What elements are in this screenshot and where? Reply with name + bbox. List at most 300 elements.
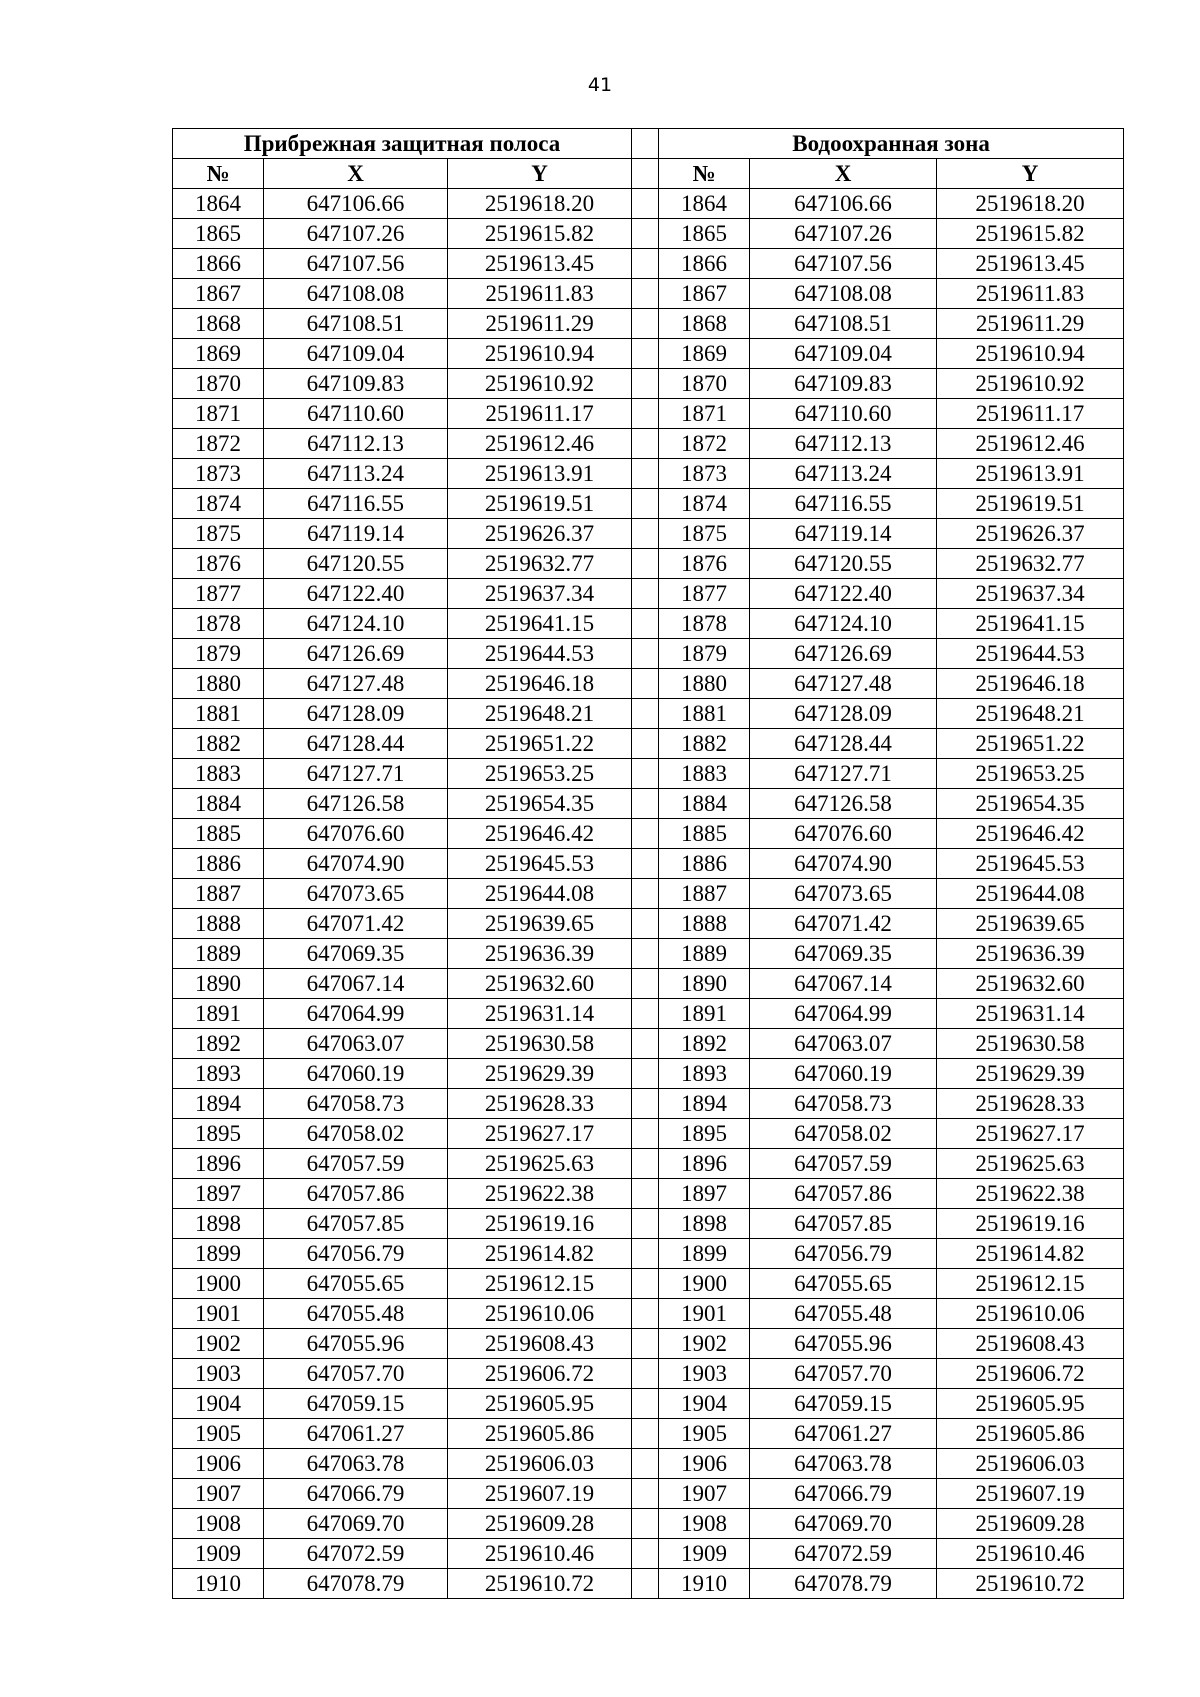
left-x-cell: 647109.83 — [264, 369, 448, 399]
left-number-cell: 1899 — [173, 1239, 264, 1269]
left-number-cell: 1894 — [173, 1089, 264, 1119]
right-x-cell: 647067.14 — [750, 969, 937, 999]
right-number-cell: 1880 — [659, 669, 750, 699]
column-gap — [632, 1059, 659, 1089]
right-y-cell: 2519625.63 — [937, 1149, 1124, 1179]
right-y-cell: 2519639.65 — [937, 909, 1124, 939]
left-x-cell: 647110.60 — [264, 399, 448, 429]
left-y-cell: 2519651.22 — [448, 729, 632, 759]
section-title-row — [173, 129, 1124, 159]
right-y-cell: 2519605.95 — [937, 1389, 1124, 1419]
right-number-cell: 1902 — [659, 1329, 750, 1359]
left-x-cell: 647113.24 — [264, 459, 448, 489]
right-y-cell: 2519628.33 — [937, 1089, 1124, 1119]
right-number-cell: 1887 — [659, 879, 750, 909]
left-y-cell: 2519610.46 — [448, 1539, 632, 1569]
right-number-cell: 1888 — [659, 909, 750, 939]
left-y-cell: 2519611.83 — [448, 279, 632, 309]
left-y-cell: 2519615.82 — [448, 219, 632, 249]
column-gap — [632, 159, 659, 189]
right-y-cell: 2519614.82 — [937, 1239, 1124, 1269]
column-gap — [632, 1329, 659, 1359]
table-row — [173, 1209, 1124, 1239]
left-x-cell: 647112.13 — [264, 429, 448, 459]
right-number-cell: 1908 — [659, 1509, 750, 1539]
table-row — [173, 1149, 1124, 1179]
table-row — [173, 1239, 1124, 1269]
left-y-cell: 2519636.39 — [448, 939, 632, 969]
left-number-cell: 1887 — [173, 879, 264, 909]
right-x-cell: 647069.35 — [750, 939, 937, 969]
left-number-cell: 1876 — [173, 549, 264, 579]
right-x-cell: 647055.48 — [750, 1299, 937, 1329]
column-gap — [632, 909, 659, 939]
left-number-cell: 1898 — [173, 1209, 264, 1239]
left-y-cell: 2519646.18 — [448, 669, 632, 699]
right-number-cell: 1906 — [659, 1449, 750, 1479]
column-gap — [632, 879, 659, 909]
right-number-cell: 1870 — [659, 369, 750, 399]
table-row — [173, 1179, 1124, 1209]
left-x-cell: 647055.65 — [264, 1269, 448, 1299]
right-y-cell: 2519612.46 — [937, 429, 1124, 459]
left-y-cell: 2519613.45 — [448, 249, 632, 279]
left-y-cell: 2519608.43 — [448, 1329, 632, 1359]
right-x-cell: 647108.08 — [750, 279, 937, 309]
right-y-cell: 2519610.06 — [937, 1299, 1124, 1329]
right-x-cell: 647057.70 — [750, 1359, 937, 1389]
right-y-cell: 2519641.15 — [937, 609, 1124, 639]
left-number-cell: 1870 — [173, 369, 264, 399]
left-y-cell: 2519607.19 — [448, 1479, 632, 1509]
left-number-cell: 1903 — [173, 1359, 264, 1389]
column-gap — [632, 1209, 659, 1239]
table-row — [173, 309, 1124, 339]
right-y-cell: 2519610.46 — [937, 1539, 1124, 1569]
left-x-cell: 647057.70 — [264, 1359, 448, 1389]
left-number-cell: 1909 — [173, 1539, 264, 1569]
left-y-cell: 2519648.21 — [448, 699, 632, 729]
right-y-cell: 2519651.22 — [937, 729, 1124, 759]
left-y-cell: 2519632.60 — [448, 969, 632, 999]
table-row — [173, 639, 1124, 669]
column-gap — [632, 609, 659, 639]
left-y-cell: 2519605.86 — [448, 1419, 632, 1449]
column-gap — [632, 639, 659, 669]
left-number-cell: 1897 — [173, 1179, 264, 1209]
right-number-cell: 1883 — [659, 759, 750, 789]
right-number-cell: 1866 — [659, 249, 750, 279]
right-y-cell: 2519637.34 — [937, 579, 1124, 609]
right-y-cell: 2519611.83 — [937, 279, 1124, 309]
left-x-cell: 647108.08 — [264, 279, 448, 309]
right-y-cell: 2519606.03 — [937, 1449, 1124, 1479]
left-number-cell: 1885 — [173, 819, 264, 849]
left-x-cell: 647122.40 — [264, 579, 448, 609]
left-y-header: Y — [448, 159, 632, 189]
right-y-cell: 2519609.28 — [937, 1509, 1124, 1539]
table-row — [173, 789, 1124, 819]
left-y-cell: 2519654.35 — [448, 789, 632, 819]
left-x-cell: 647107.26 — [264, 219, 448, 249]
right-number-cell: 1865 — [659, 219, 750, 249]
right-number-cell: 1894 — [659, 1089, 750, 1119]
right-y-cell: 2519608.43 — [937, 1329, 1124, 1359]
right-x-cell: 647119.14 — [750, 519, 937, 549]
right-y-cell: 2519632.77 — [937, 549, 1124, 579]
table-row — [173, 1419, 1124, 1449]
right-section-title: Водоохранная зона — [659, 129, 1124, 159]
column-gap — [632, 1179, 659, 1209]
table-row — [173, 1359, 1124, 1389]
right-y-cell: 2519644.08 — [937, 879, 1124, 909]
right-number-cell: 1893 — [659, 1059, 750, 1089]
right-x-cell: 647074.90 — [750, 849, 937, 879]
left-y-cell: 2519612.15 — [448, 1269, 632, 1299]
right-number-cell: 1868 — [659, 309, 750, 339]
right-y-cell: 2519648.21 — [937, 699, 1124, 729]
right-y-cell: 2519630.58 — [937, 1029, 1124, 1059]
right-number-cell: 1874 — [659, 489, 750, 519]
right-x-cell: 647127.71 — [750, 759, 937, 789]
table-row — [173, 1089, 1124, 1119]
right-x-cell: 647069.70 — [750, 1509, 937, 1539]
left-number-cell: 1901 — [173, 1299, 264, 1329]
left-y-cell: 2519631.14 — [448, 999, 632, 1029]
right-x-cell: 647109.04 — [750, 339, 937, 369]
table-row — [173, 1029, 1124, 1059]
left-y-cell: 2519644.53 — [448, 639, 632, 669]
left-y-cell: 2519646.42 — [448, 819, 632, 849]
left-y-cell: 2519627.17 — [448, 1119, 632, 1149]
right-y-cell: 2519619.51 — [937, 489, 1124, 519]
left-number-cell: 1867 — [173, 279, 264, 309]
left-x-cell: 647060.19 — [264, 1059, 448, 1089]
column-gap — [632, 1539, 659, 1569]
right-y-cell: 2519622.38 — [937, 1179, 1124, 1209]
right-y-cell: 2519636.39 — [937, 939, 1124, 969]
column-gap — [632, 1269, 659, 1299]
column-gap — [632, 369, 659, 399]
right-x-cell: 647116.55 — [750, 489, 937, 519]
column-header-row — [173, 159, 1124, 189]
right-number-cell: 1889 — [659, 939, 750, 969]
right-number-cell: 1910 — [659, 1569, 750, 1599]
left-y-cell: 2519630.58 — [448, 1029, 632, 1059]
right-x-cell: 647113.24 — [750, 459, 937, 489]
right-x-cell: 647107.26 — [750, 219, 937, 249]
left-number-cell: 1864 — [173, 189, 264, 219]
right-number-cell: 1905 — [659, 1419, 750, 1449]
left-number-cell: 1893 — [173, 1059, 264, 1089]
left-number-cell: 1869 — [173, 339, 264, 369]
column-gap — [632, 669, 659, 699]
right-x-cell: 647126.69 — [750, 639, 937, 669]
right-x-cell: 647126.58 — [750, 789, 937, 819]
right-number-cell: 1900 — [659, 1269, 750, 1299]
left-x-cell: 647078.79 — [264, 1569, 448, 1599]
left-x-cell: 647116.55 — [264, 489, 448, 519]
right-y-cell: 2519610.94 — [937, 339, 1124, 369]
table-row — [173, 549, 1124, 579]
left-x-cell: 647119.14 — [264, 519, 448, 549]
right-y-cell: 2519611.17 — [937, 399, 1124, 429]
left-x-cell: 647061.27 — [264, 1419, 448, 1449]
right-x-cell: 647072.59 — [750, 1539, 937, 1569]
right-y-cell: 2519615.82 — [937, 219, 1124, 249]
left-x-cell: 647072.59 — [264, 1539, 448, 1569]
right-y-cell: 2519646.42 — [937, 819, 1124, 849]
left-x-cell: 647063.78 — [264, 1449, 448, 1479]
column-gap — [632, 999, 659, 1029]
right-number-cell: 1867 — [659, 279, 750, 309]
left-number-cell: 1891 — [173, 999, 264, 1029]
right-x-cell: 647076.60 — [750, 819, 937, 849]
left-x-cell: 647058.02 — [264, 1119, 448, 1149]
column-gap — [632, 129, 659, 159]
table-row — [173, 1269, 1124, 1299]
right-number-cell: 1885 — [659, 819, 750, 849]
right-x-cell: 647107.56 — [750, 249, 937, 279]
left-number-cell: 1906 — [173, 1449, 264, 1479]
left-y-cell: 2519639.65 — [448, 909, 632, 939]
left-x-cell: 647127.48 — [264, 669, 448, 699]
left-x-cell: 647067.14 — [264, 969, 448, 999]
left-y-cell: 2519645.53 — [448, 849, 632, 879]
left-x-cell: 647106.66 — [264, 189, 448, 219]
left-x-cell: 647108.51 — [264, 309, 448, 339]
left-x-cell: 647074.90 — [264, 849, 448, 879]
column-gap — [632, 189, 659, 219]
right-x-cell: 647071.42 — [750, 909, 937, 939]
left-x-cell: 647063.07 — [264, 1029, 448, 1059]
right-y-cell: 2519612.15 — [937, 1269, 1124, 1299]
right-y-cell: 2519610.72 — [937, 1569, 1124, 1599]
right-x-cell: 647106.66 — [750, 189, 937, 219]
left-y-cell: 2519619.51 — [448, 489, 632, 519]
table-row — [173, 399, 1124, 429]
left-x-cell: 647126.58 — [264, 789, 448, 819]
right-x-cell: 647059.15 — [750, 1389, 937, 1419]
left-number-cell: 1889 — [173, 939, 264, 969]
left-section-title: Прибрежная защитная полоса — [173, 129, 632, 159]
left-number-cell: 1884 — [173, 789, 264, 819]
column-gap — [632, 549, 659, 579]
column-gap — [632, 1089, 659, 1119]
right-y-cell: 2519611.29 — [937, 309, 1124, 339]
left-y-cell: 2519606.72 — [448, 1359, 632, 1389]
left-number-cell: 1910 — [173, 1569, 264, 1599]
left-x-cell: 647066.79 — [264, 1479, 448, 1509]
right-x-cell: 647064.99 — [750, 999, 937, 1029]
left-x-cell: 647057.85 — [264, 1209, 448, 1239]
column-gap — [632, 1449, 659, 1479]
left-number-cell: 1900 — [173, 1269, 264, 1299]
left-y-cell: 2519632.77 — [448, 549, 632, 579]
right-number-cell: 1903 — [659, 1359, 750, 1389]
left-y-cell: 2519611.17 — [448, 399, 632, 429]
right-number-cell: 1873 — [659, 459, 750, 489]
right-number-cell: 1907 — [659, 1479, 750, 1509]
table-row — [173, 339, 1124, 369]
column-gap — [632, 219, 659, 249]
left-number-cell: 1873 — [173, 459, 264, 489]
left-y-cell: 2519626.37 — [448, 519, 632, 549]
left-x-cell: 647055.48 — [264, 1299, 448, 1329]
column-gap — [632, 459, 659, 489]
right-number-cell: 1891 — [659, 999, 750, 1029]
left-number-cell: 1877 — [173, 579, 264, 609]
left-x-cell: 647120.55 — [264, 549, 448, 579]
left-x-header: X — [264, 159, 448, 189]
right-x-cell: 647127.48 — [750, 669, 937, 699]
left-y-cell: 2519610.92 — [448, 369, 632, 399]
right-y-cell: 2519653.25 — [937, 759, 1124, 789]
right-number-cell: 1875 — [659, 519, 750, 549]
left-y-cell: 2519629.39 — [448, 1059, 632, 1089]
column-gap — [632, 699, 659, 729]
column-gap — [632, 1359, 659, 1389]
left-number-cell: 1872 — [173, 429, 264, 459]
right-x-cell: 647061.27 — [750, 1419, 937, 1449]
table-body — [173, 189, 1124, 1599]
left-x-cell: 647128.44 — [264, 729, 448, 759]
right-x-cell: 647058.73 — [750, 1089, 937, 1119]
right-number-cell: 1878 — [659, 609, 750, 639]
left-number-cell: 1881 — [173, 699, 264, 729]
left-x-cell: 647056.79 — [264, 1239, 448, 1269]
right-number-cell: 1882 — [659, 729, 750, 759]
left-x-cell: 647069.70 — [264, 1509, 448, 1539]
column-gap — [632, 939, 659, 969]
table-row — [173, 279, 1124, 309]
right-x-cell: 647073.65 — [750, 879, 937, 909]
left-number-cell: 1868 — [173, 309, 264, 339]
right-x-cell: 647110.60 — [750, 399, 937, 429]
left-x-cell: 647076.60 — [264, 819, 448, 849]
left-number-cell: 1907 — [173, 1479, 264, 1509]
left-number-cell: 1882 — [173, 729, 264, 759]
left-y-cell: 2519609.28 — [448, 1509, 632, 1539]
right-x-cell: 647109.83 — [750, 369, 937, 399]
right-number-header: № — [659, 159, 750, 189]
column-gap — [632, 489, 659, 519]
right-x-cell: 647057.59 — [750, 1149, 937, 1179]
right-number-cell: 1869 — [659, 339, 750, 369]
left-y-cell: 2519644.08 — [448, 879, 632, 909]
left-x-cell: 647055.96 — [264, 1329, 448, 1359]
left-x-cell: 647124.10 — [264, 609, 448, 639]
table-row — [173, 999, 1124, 1029]
left-number-cell: 1866 — [173, 249, 264, 279]
left-y-cell: 2519653.25 — [448, 759, 632, 789]
table-row — [173, 429, 1124, 459]
table-row — [173, 1479, 1124, 1509]
left-x-cell: 647058.73 — [264, 1089, 448, 1119]
right-number-cell: 1864 — [659, 189, 750, 219]
table-row — [173, 459, 1124, 489]
left-number-cell: 1896 — [173, 1149, 264, 1179]
table-row — [173, 909, 1124, 939]
right-y-cell: 2519644.53 — [937, 639, 1124, 669]
left-y-cell: 2519610.94 — [448, 339, 632, 369]
left-y-cell: 2519625.63 — [448, 1149, 632, 1179]
table-row — [173, 519, 1124, 549]
right-y-cell: 2519626.37 — [937, 519, 1124, 549]
left-number-cell: 1905 — [173, 1419, 264, 1449]
right-y-cell: 2519607.19 — [937, 1479, 1124, 1509]
left-number-cell: 1880 — [173, 669, 264, 699]
table-row — [173, 729, 1124, 759]
right-number-cell: 1898 — [659, 1209, 750, 1239]
column-gap — [632, 279, 659, 309]
right-number-cell: 1899 — [659, 1239, 750, 1269]
right-number-cell: 1890 — [659, 969, 750, 999]
right-number-cell: 1881 — [659, 699, 750, 729]
right-number-cell: 1872 — [659, 429, 750, 459]
left-y-cell: 2519610.72 — [448, 1569, 632, 1599]
left-y-cell: 2519605.95 — [448, 1389, 632, 1419]
table-row — [173, 669, 1124, 699]
table-row — [173, 1389, 1124, 1419]
right-x-cell: 647128.09 — [750, 699, 937, 729]
right-x-cell: 647112.13 — [750, 429, 937, 459]
left-y-cell: 2519606.03 — [448, 1449, 632, 1479]
column-gap — [632, 309, 659, 339]
right-y-cell: 2519605.86 — [937, 1419, 1124, 1449]
table-row — [173, 699, 1124, 729]
right-x-cell: 647063.78 — [750, 1449, 937, 1479]
left-x-cell: 647064.99 — [264, 999, 448, 1029]
table-row — [173, 249, 1124, 279]
table-row — [173, 369, 1124, 399]
column-gap — [632, 759, 659, 789]
right-number-cell: 1886 — [659, 849, 750, 879]
right-y-cell: 2519645.53 — [937, 849, 1124, 879]
right-x-cell: 647124.10 — [750, 609, 937, 639]
left-x-cell: 647128.09 — [264, 699, 448, 729]
right-y-header: Y — [937, 159, 1124, 189]
column-gap — [632, 1239, 659, 1269]
table-row — [173, 189, 1124, 219]
left-x-cell: 647126.69 — [264, 639, 448, 669]
column-gap — [632, 1299, 659, 1329]
right-x-cell: 647056.79 — [750, 1239, 937, 1269]
right-y-cell: 2519629.39 — [937, 1059, 1124, 1089]
column-gap — [632, 729, 659, 759]
right-number-cell: 1884 — [659, 789, 750, 819]
right-number-cell: 1892 — [659, 1029, 750, 1059]
left-x-cell: 647057.86 — [264, 1179, 448, 1209]
right-y-cell: 2519606.72 — [937, 1359, 1124, 1389]
left-x-cell: 647059.15 — [264, 1389, 448, 1419]
right-x-cell: 647060.19 — [750, 1059, 937, 1089]
right-x-cell: 647057.85 — [750, 1209, 937, 1239]
left-y-cell: 2519641.15 — [448, 609, 632, 639]
right-number-cell: 1909 — [659, 1539, 750, 1569]
right-x-cell: 647055.96 — [750, 1329, 937, 1359]
left-number-cell: 1895 — [173, 1119, 264, 1149]
left-y-cell: 2519622.38 — [448, 1179, 632, 1209]
right-y-cell: 2519613.45 — [937, 249, 1124, 279]
left-y-cell: 2519619.16 — [448, 1209, 632, 1239]
left-x-cell: 647071.42 — [264, 909, 448, 939]
table-row — [173, 1509, 1124, 1539]
table-row — [173, 969, 1124, 999]
table-row — [173, 879, 1124, 909]
column-gap — [632, 969, 659, 999]
left-x-cell: 647107.56 — [264, 249, 448, 279]
